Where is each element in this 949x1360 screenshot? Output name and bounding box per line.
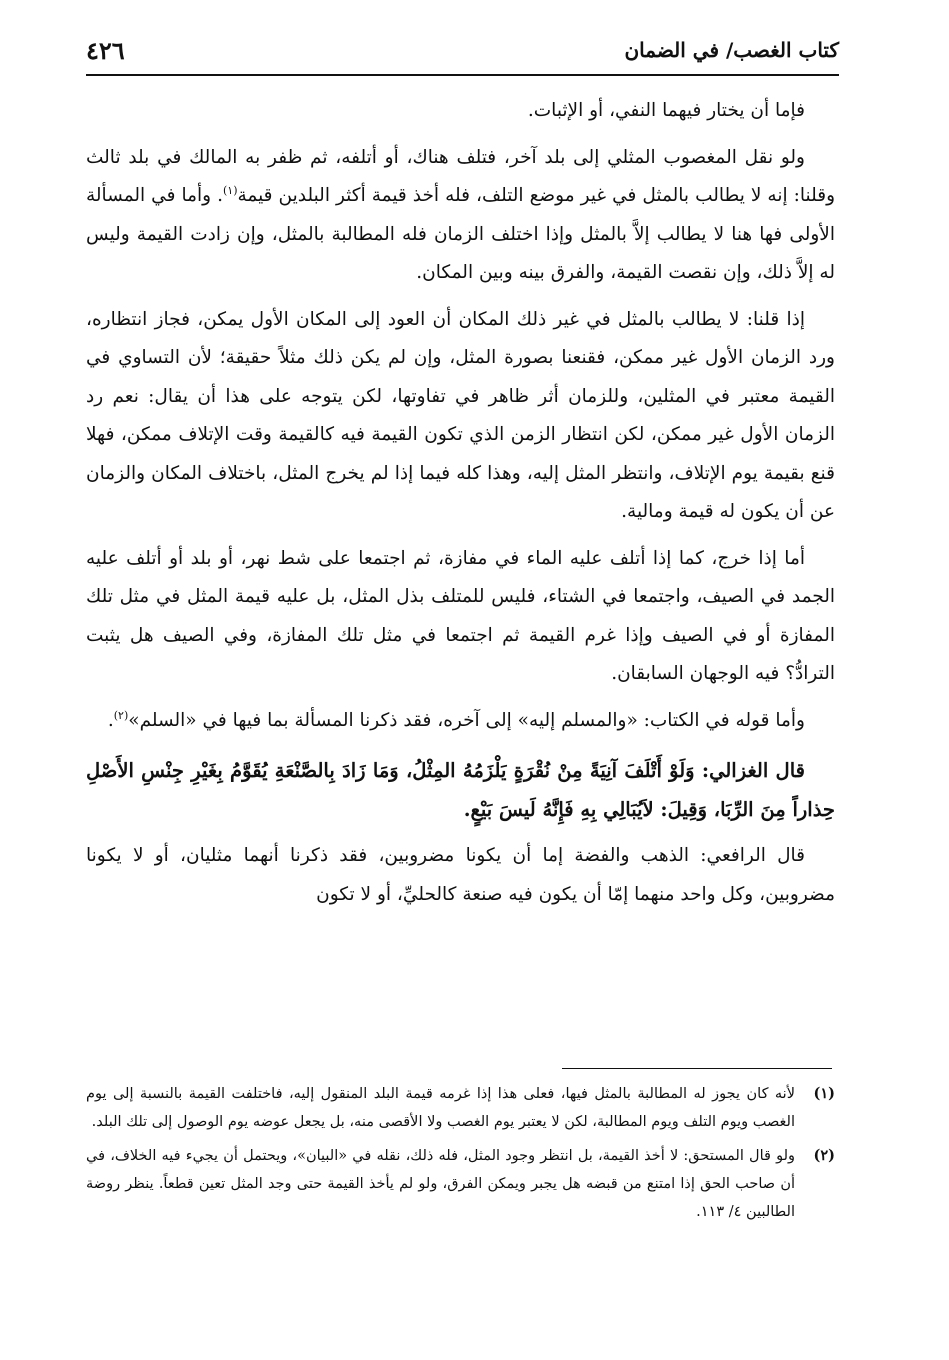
paragraph-text: ولو نقل المغصوب المثلي إلى بلد آخر، فتلف هناك، أو أتلفه، ثم ظفر به المالك في بلد ثالث وقلنا: إنه لا يطالب بالمثل في غير موضع التلف، فله أخذ قيمة أكثر البلدين قيمة <box>86 146 835 206</box>
footnote-2 <box>86 1142 835 1226</box>
footnote-separator <box>562 1068 832 1069</box>
footnotes <box>86 1080 835 1232</box>
paragraph-3 <box>86 301 835 532</box>
paragraph-text-continued: . وأما في المسألة الأولى فها هنا لا يطالب إلاَّ بالمثل وإذا اختلف الزمان فله المطالبة بالمثل، وإن زادت القيمة وليس له إلاَّ ذلك، وإن نقصت القيمة، والفرق بينه وبين المكان. <box>86 185 835 283</box>
page-number: ٤٢٦ <box>86 36 125 65</box>
commentary-text: قال الرافعي: الذهب والفضة إما أن يكونا مضروبين، فقد ذكرنا أنهما مثليان، أو لا يكونا مضروبين، وكل واحد منهما إمّا أن يكون فيه صنعة كالحليِّ، أو لا تكون <box>86 845 835 905</box>
footnote-marker: (٢) <box>813 1147 835 1164</box>
paragraph-text-continued: . <box>107 709 114 731</box>
main-text <box>86 92 835 922</box>
footnote-text: لأنه كان يجوز له المطالبة بالمثل فيها، فعلى هذا إذا غرمه قيمة البلد المنقول إليه، فاختلفت القيمة بالنسبة إلى يوم الغصب ويوم التلف ويوم المطالبة، لكن لا يعتبر يوم الغصب ولا الأقصى منه، بل يجعل عوضه يوم الوصول إلى تلك البلد. <box>86 1086 795 1130</box>
footnote-ref-2: (٢) <box>113 708 129 722</box>
paragraph-2 <box>86 139 835 293</box>
quote-speaker: قال الغزالي: <box>694 759 805 782</box>
footnote-ref-1: (١) <box>222 183 238 197</box>
header-rule <box>86 74 839 76</box>
footnote-text: ولو قال المستحق: لا أخذ القيمة، بل انتظر وجود المثل، فله ذلك، نقله في «البيان»، ويحتمل أن يجيء فيه الخلاف، في أن صاحب الحق إذا امتنع من قبضه هل يجبر ويمكن الفرق، ولو لم يأخذ القيمة حتى وجد المثل تعين قطعاً. ينظر روضة الطالبين ٤/ ١١٣. <box>86 1148 795 1220</box>
quote-text: وَلَوْ أَتْلَفَ آنِيَةً مِنْ نُقْرَةٍ يَلْزَمُهُ المِثْلُ، وَمَا زَادَ بِالصَّنْعَةِ يُقَوَّمُ بِغَيْرِ جِنْسِ الأَصْلِ حِذاراً مِنَ الرِّبَا، وَقِيلَ: لاَيُبَالِي بِهِ فَإِنَّهُ لَيسَ بَيْعٍ. <box>86 759 835 821</box>
paragraph-text: وأما قوله في الكتاب: «والمسلم إليه» إلى آخره، فقد ذكرنا المسألة بما فيها في «السلم» <box>128 709 805 731</box>
rafii-commentary <box>86 837 835 914</box>
paragraph-5 <box>86 702 835 741</box>
footnote-marker: (١) <box>813 1085 835 1102</box>
ghazali-quote <box>86 752 835 829</box>
paragraph-4 <box>86 540 835 694</box>
footnote-1 <box>86 1080 835 1136</box>
paragraph-text: فإما أن يختار فيهما النفي، أو الإثبات. <box>527 100 805 121</box>
paragraph-1 <box>86 92 835 131</box>
paragraph-text: إذا قلنا: لا يطالب بالمثل في غير ذلك المكان أن العود إلى المكان الأول يمكن، فجاز انتظاره، ورد الزمان الأول غير ممكن، فقنعنا بصورة المثل، وإن لم يكن ذلك مثلاً حقيقة؛ لأن التساوي في القيمة معتبر في المثلين، وللزمان أثر ظاهر في تفاوتها، لكن يتوجه على هذا أن يقال: نعم رد الزمان الأول غير ممكن، لكن انتظار الزمن الذي تكون القيمة فيه كالقيمة وقت الإتلاف ممكن، فهلا قنع بقيمة يوم الإتلاف، وانتظر المثل إليه، وهذا كله فيما إذا لم يخرج المثل، باختلاف المكان والزمان عن أن يكون له قيمة ومالية. <box>86 308 835 522</box>
page-header <box>86 30 839 76</box>
running-title: كتاب الغصب/ في الضمان <box>624 38 839 62</box>
paragraph-text: أما إذا خرج، كما إذا أتلف عليه الماء في مفازة، ثم اجتمعا على شط نهر، أو بلد أو أتلف عليه الجمد في الصيف، واجتمعا في الشتاء، فليس للمتلف بذل المثل، بل عليه قيمة المثل في مثل تلك المفازة أو في الصيف وإذا غرم القيمة ثم اجتمعا في مثل تلك المفازة، وفي الصيف هل يثبت الترادُّ؟ فيه الوجهان السابقان. <box>86 547 835 684</box>
